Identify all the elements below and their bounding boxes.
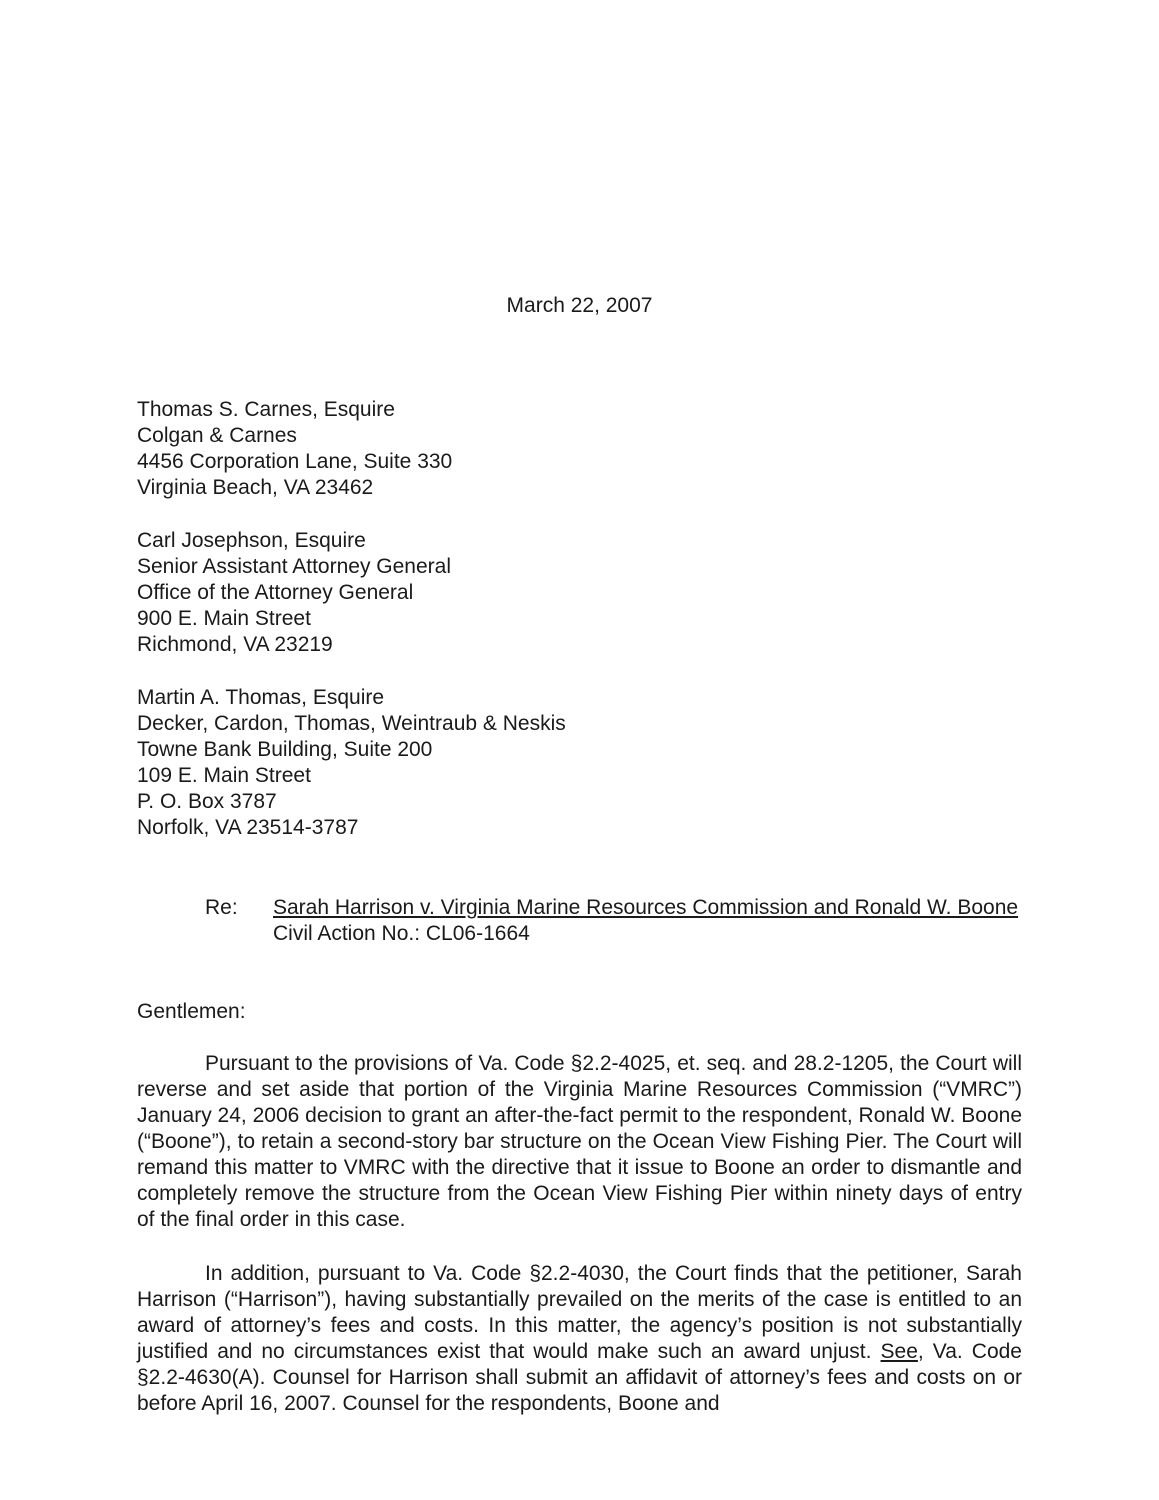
address-line: Martin A. Thomas, Esquire [137, 686, 385, 709]
paragraph-text: In addition, pursuant to Va. Code §2.2-4030, the Court finds that the petitioner, Sarah Harrison (“Harrison”), having substantially prevailed on the merits of the case is entitled to an award of attorney’s fees and costs. In this matter, the agency’s position is not substantially justified and no circumstances exist that would make such an award unjust. [137, 1262, 1022, 1363]
body-paragraph-1: Pursuant to the provisions of Va. Code §2.2-4025, et. seq. and 28.2-1205, the Court will reverse and set aside that portion of the Virginia Marine Resources Commission (“VMRC”) January 24, 2006 decision to grant an after-the-fact permit to the respondent, Ronald W. Boone (“Boone”), to retain a second-story bar structure on the Ocean View Fishing Pier. The Court will remand this matter to VMRC with the directive that it issue to Boone an order to dismantle and completely remove the structure from the Ocean View Fishing Pier within ninety days of entry of the final order in this case. [137, 1052, 1022, 1231]
recipient-address-josephson [137, 528, 451, 658]
case-title: Sarah Harrison v. Virginia Marine Resources Commission and Ronald W. Boone [273, 896, 1019, 919]
address-line: 4456 Corporation Lane, Suite 330 [137, 450, 453, 473]
civil-action-number: Civil Action No.: CL06-1664 [273, 922, 530, 945]
address-line: Office of the Attorney General [137, 581, 414, 604]
address-line: Decker, Cardon, Thomas, Weintraub & Neskis [137, 712, 566, 735]
re-label: Re: [205, 896, 238, 919]
address-line: Virginia Beach, VA 23462 [137, 476, 374, 499]
paragraph-text: , Va. Code §2.2-4630(A). Counsel for Harrison shall submit an affidavit of attorney’s fees and costs on or before April 16, 2007. Counsel for the respondents, Boone and [137, 1340, 1022, 1415]
re-body [273, 895, 1025, 947]
address-line: Senior Assistant Attorney General [137, 555, 452, 578]
address-line: Norfolk, VA 23514-3787 [137, 816, 359, 839]
citation-signal-see: See [880, 1340, 918, 1363]
recipient-address-thomas [137, 685, 566, 841]
address-line: P. O. Box 3787 [137, 790, 277, 813]
address-line: Towne Bank Building, Suite 200 [137, 738, 433, 761]
address-line: 900 E. Main Street [137, 607, 311, 630]
address-line: 109 E. Main Street [137, 764, 311, 787]
address-line: Carl Josephson, Esquire [137, 529, 366, 552]
address-line: Colgan & Carnes [137, 424, 297, 447]
address-line: Thomas S. Carnes, Esquire [137, 398, 395, 421]
salutation: Gentlemen: [137, 1000, 246, 1023]
body-paragraph-2 [137, 1261, 1022, 1417]
recipient-address-carnes [137, 397, 452, 501]
address-line: Richmond, VA 23219 [137, 633, 333, 656]
letter-date: March 22, 2007 [506, 294, 653, 317]
